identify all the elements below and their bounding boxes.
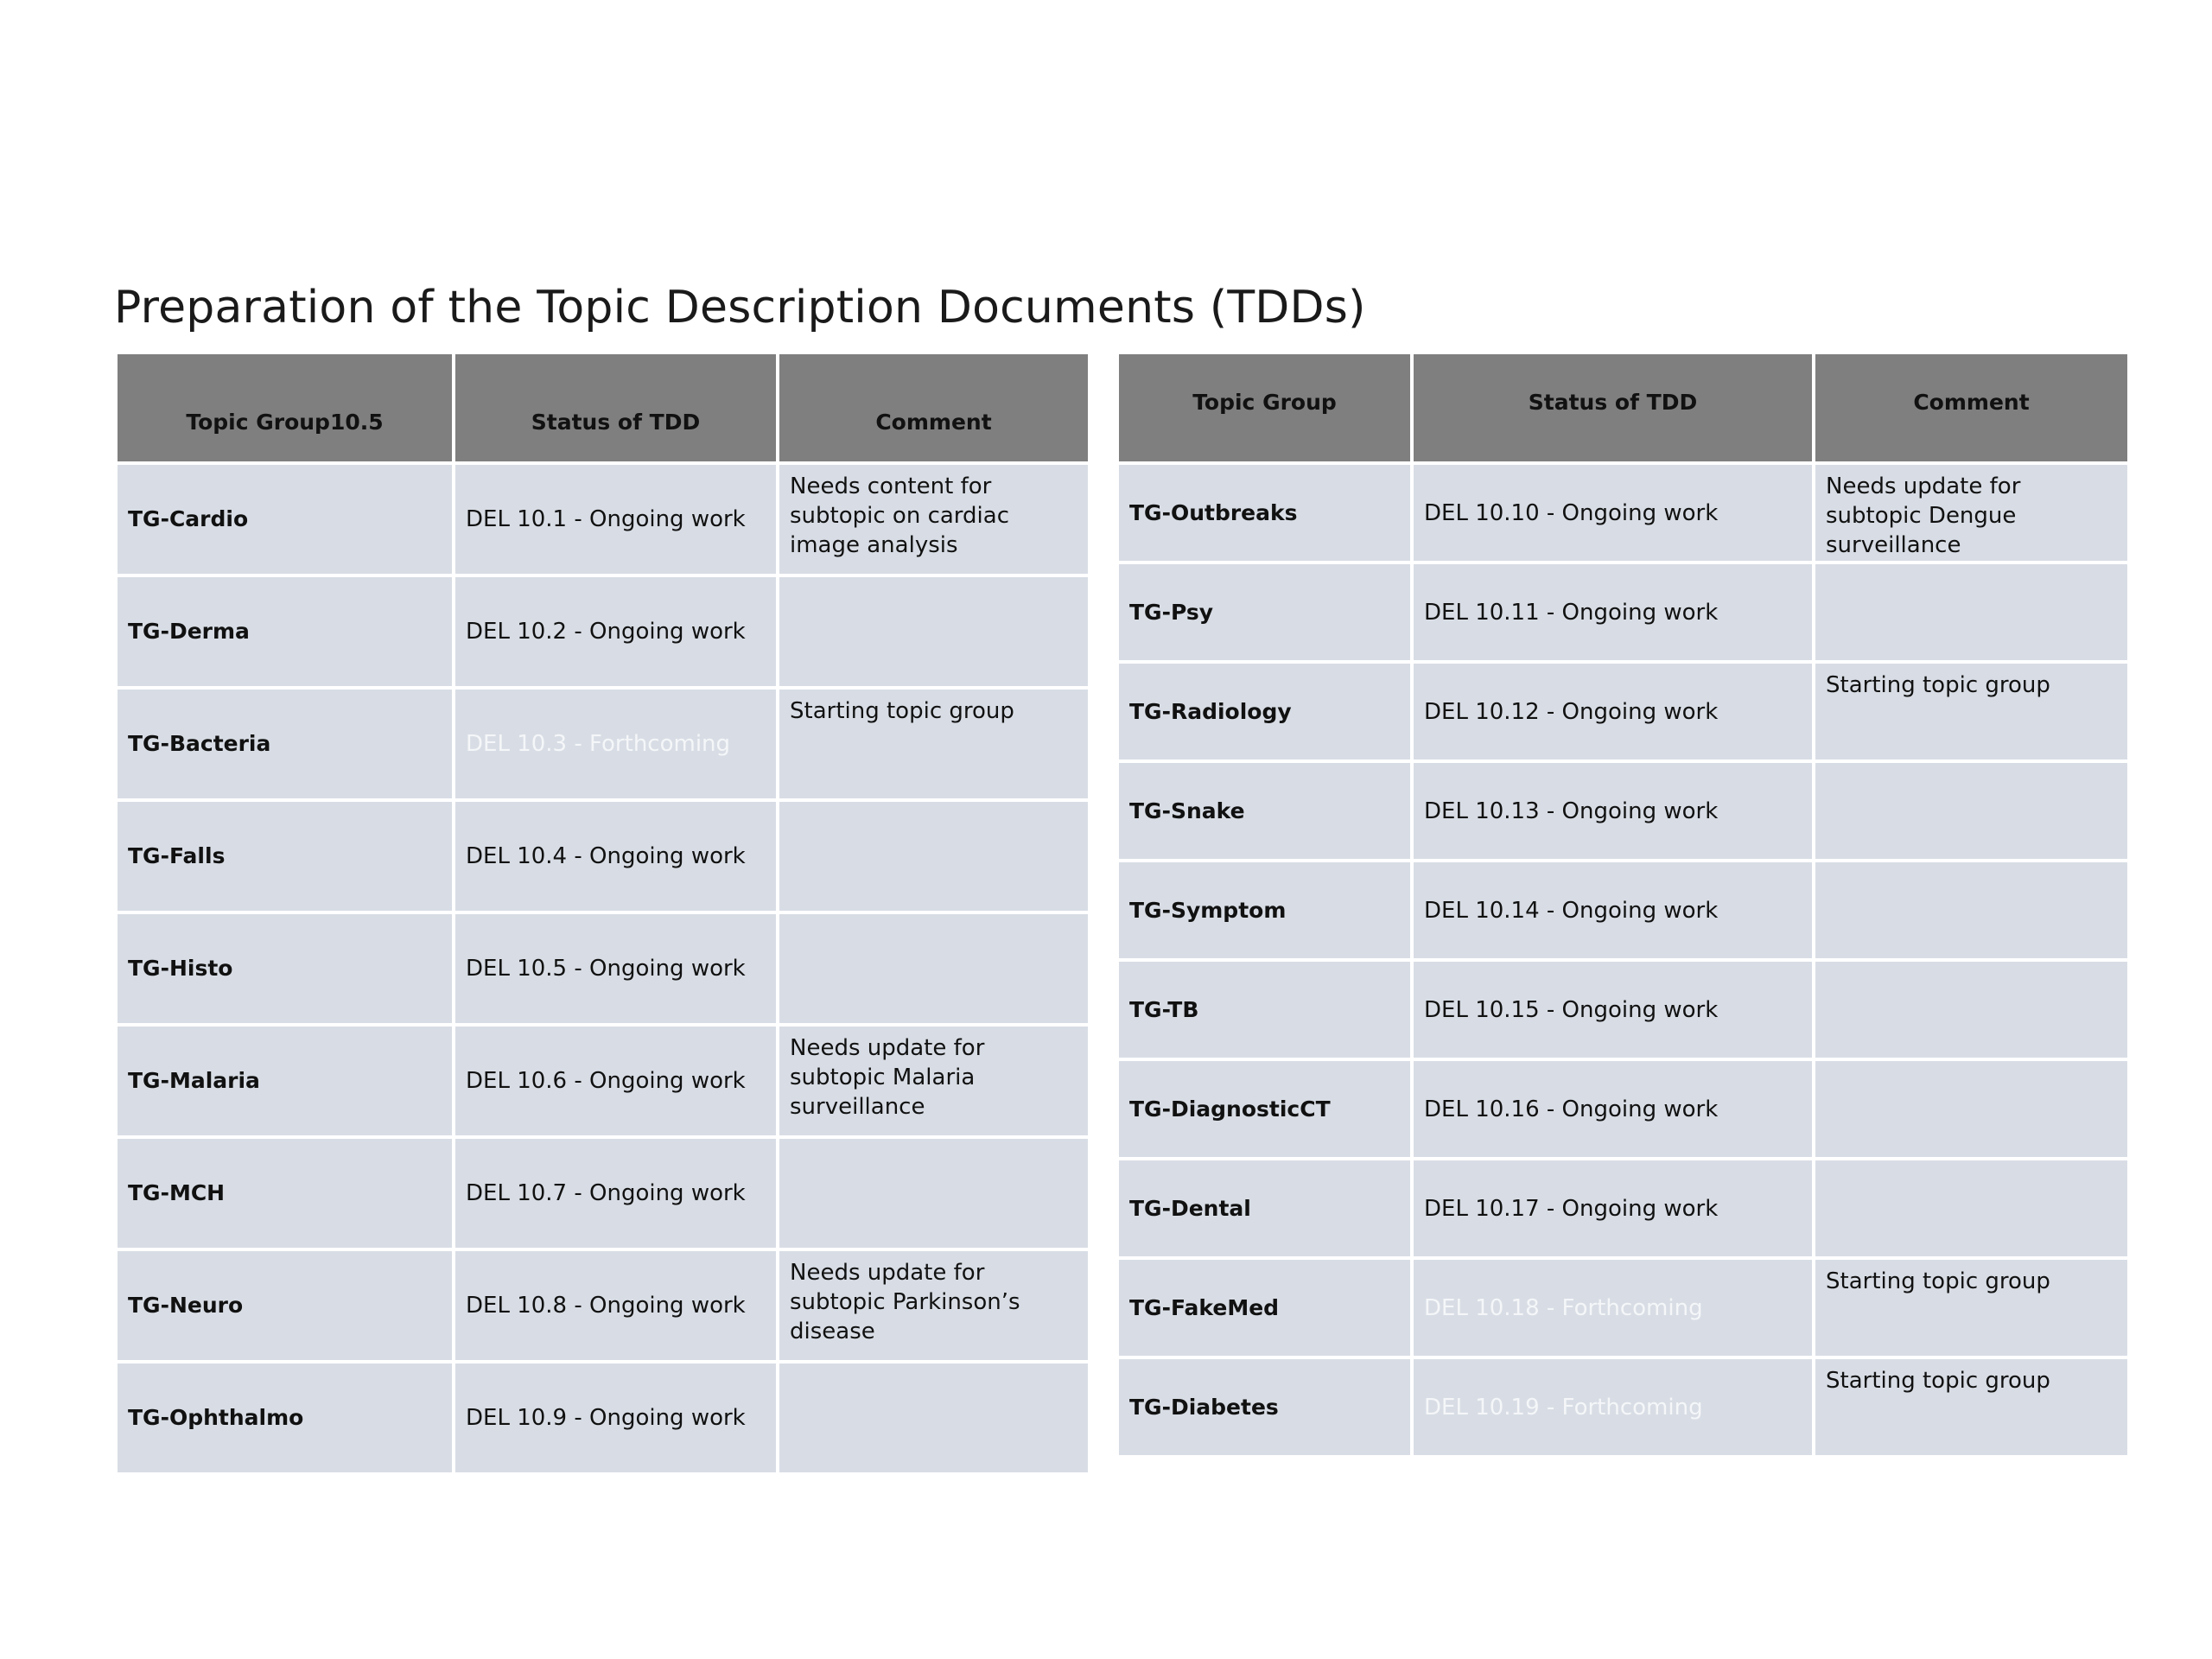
status-cell: DEL 10.8 - Ongoing work	[455, 1251, 776, 1360]
topic-group-cell: TG-Malaria	[118, 1027, 452, 1135]
topic-group-cell: TG-DiagnosticCT	[1119, 1061, 1410, 1157]
comment-cell	[779, 577, 1088, 686]
comment-cell: Needs update for subtopic Dengue surveillance	[1815, 465, 2127, 561]
tdd-table-right	[1116, 351, 2131, 1459]
slide-title: Preparation of the Topic Description Documents (TDDs)	[114, 282, 1366, 334]
comment-cell	[779, 914, 1088, 1023]
comment-cell: Starting topic group	[779, 690, 1088, 798]
table-row	[1119, 763, 2127, 859]
topic-group-cell: TG-Symptom	[1119, 862, 1410, 958]
status-cell: DEL 10.2 - Ongoing work	[455, 577, 776, 686]
comment-cell	[779, 1139, 1088, 1248]
comment-cell: Needs update for subtopic Malaria surveillance	[779, 1027, 1088, 1135]
comment-cell	[1815, 962, 2127, 1058]
status-cell: DEL 10.14 - Ongoing work	[1414, 862, 1812, 958]
table-row	[1119, 465, 2127, 561]
comment-cell: Starting topic group	[1815, 1260, 2127, 1356]
topic-group-cell: TG-Neuro	[118, 1251, 452, 1360]
header-comment: Comment	[779, 354, 1088, 461]
comment-cell	[1815, 564, 2127, 660]
header-status: Status of TDD	[455, 354, 776, 461]
table-row	[118, 1139, 1088, 1248]
comment-cell: Starting topic group	[1815, 664, 2127, 760]
header-status: Status of TDD	[1414, 354, 1812, 461]
status-cell: DEL 10.10 - Ongoing work	[1414, 465, 1812, 561]
topic-group-cell: TG-Dental	[1119, 1160, 1410, 1256]
topic-group-cell: TG-Diabetes	[1119, 1359, 1410, 1455]
status-cell: DEL 10.16 - Ongoing work	[1414, 1061, 1812, 1157]
status-cell: DEL 10.13 - Ongoing work	[1414, 763, 1812, 859]
header-topic-group: Topic Group10.5	[118, 354, 452, 461]
table-row	[1119, 1260, 2127, 1356]
table-row	[1119, 564, 2127, 660]
status-cell: DEL 10.11 - Ongoing work	[1414, 564, 1812, 660]
header-topic-group: Topic Group	[1119, 354, 1410, 461]
status-cell: DEL 10.12 - Ongoing work	[1414, 664, 1812, 760]
tdd-table-left	[114, 351, 1091, 1476]
status-cell: DEL 10.18 - Forthcoming	[1414, 1260, 1812, 1356]
table-row	[118, 1027, 1088, 1135]
status-cell: DEL 10.9 - Ongoing work	[455, 1363, 776, 1472]
comment-cell: Starting topic group	[1815, 1359, 2127, 1455]
header-comment: Comment	[1815, 354, 2127, 461]
table-header-row	[118, 354, 1088, 461]
table-row	[118, 577, 1088, 686]
table-row	[118, 690, 1088, 798]
status-cell: DEL 10.1 - Ongoing work	[455, 465, 776, 574]
comment-cell	[779, 1363, 1088, 1472]
table-row	[1119, 962, 2127, 1058]
status-cell: DEL 10.3 - Forthcoming	[455, 690, 776, 798]
topic-group-cell: TG-Snake	[1119, 763, 1410, 859]
topic-group-cell: TG-Psy	[1119, 564, 1410, 660]
comment-cell	[1815, 763, 2127, 859]
table-row	[118, 802, 1088, 911]
comment-cell: Needs content for subtopic on cardiac image analysis	[779, 465, 1088, 574]
table-header-row	[1119, 354, 2127, 461]
comment-cell	[1815, 1160, 2127, 1256]
table-row	[118, 465, 1088, 574]
table-row	[118, 1363, 1088, 1472]
comment-cell	[1815, 1061, 2127, 1157]
topic-group-cell: TG-Outbreaks	[1119, 465, 1410, 561]
topic-group-cell: TG-Radiology	[1119, 664, 1410, 760]
topic-group-cell: TG-Derma	[118, 577, 452, 686]
topic-group-cell: TG-MCH	[118, 1139, 452, 1248]
table-row	[1119, 1359, 2127, 1455]
table-row	[1119, 862, 2127, 958]
comment-cell	[1815, 862, 2127, 958]
topic-group-cell: TG-Ophthalmo	[118, 1363, 452, 1472]
status-cell: DEL 10.17 - Ongoing work	[1414, 1160, 1812, 1256]
status-cell: DEL 10.6 - Ongoing work	[455, 1027, 776, 1135]
table-row	[118, 914, 1088, 1023]
comment-cell: Needs update for subtopic Parkinson’s disease	[779, 1251, 1088, 1360]
table-row	[118, 1251, 1088, 1360]
status-cell: DEL 10.4 - Ongoing work	[455, 802, 776, 911]
table-row	[1119, 1160, 2127, 1256]
topic-group-cell: TG-Falls	[118, 802, 452, 911]
table-row	[1119, 1061, 2127, 1157]
topic-group-cell: TG-Histo	[118, 914, 452, 1023]
topic-group-cell: TG-Cardio	[118, 465, 452, 574]
status-cell: DEL 10.15 - Ongoing work	[1414, 962, 1812, 1058]
comment-cell	[779, 802, 1088, 911]
topic-group-cell: TG-FakeMed	[1119, 1260, 1410, 1356]
status-cell: DEL 10.19 - Forthcoming	[1414, 1359, 1812, 1455]
status-cell: DEL 10.5 - Ongoing work	[455, 914, 776, 1023]
table-row	[1119, 664, 2127, 760]
topic-group-cell: TG-TB	[1119, 962, 1410, 1058]
status-cell: DEL 10.7 - Ongoing work	[455, 1139, 776, 1248]
topic-group-cell: TG-Bacteria	[118, 690, 452, 798]
